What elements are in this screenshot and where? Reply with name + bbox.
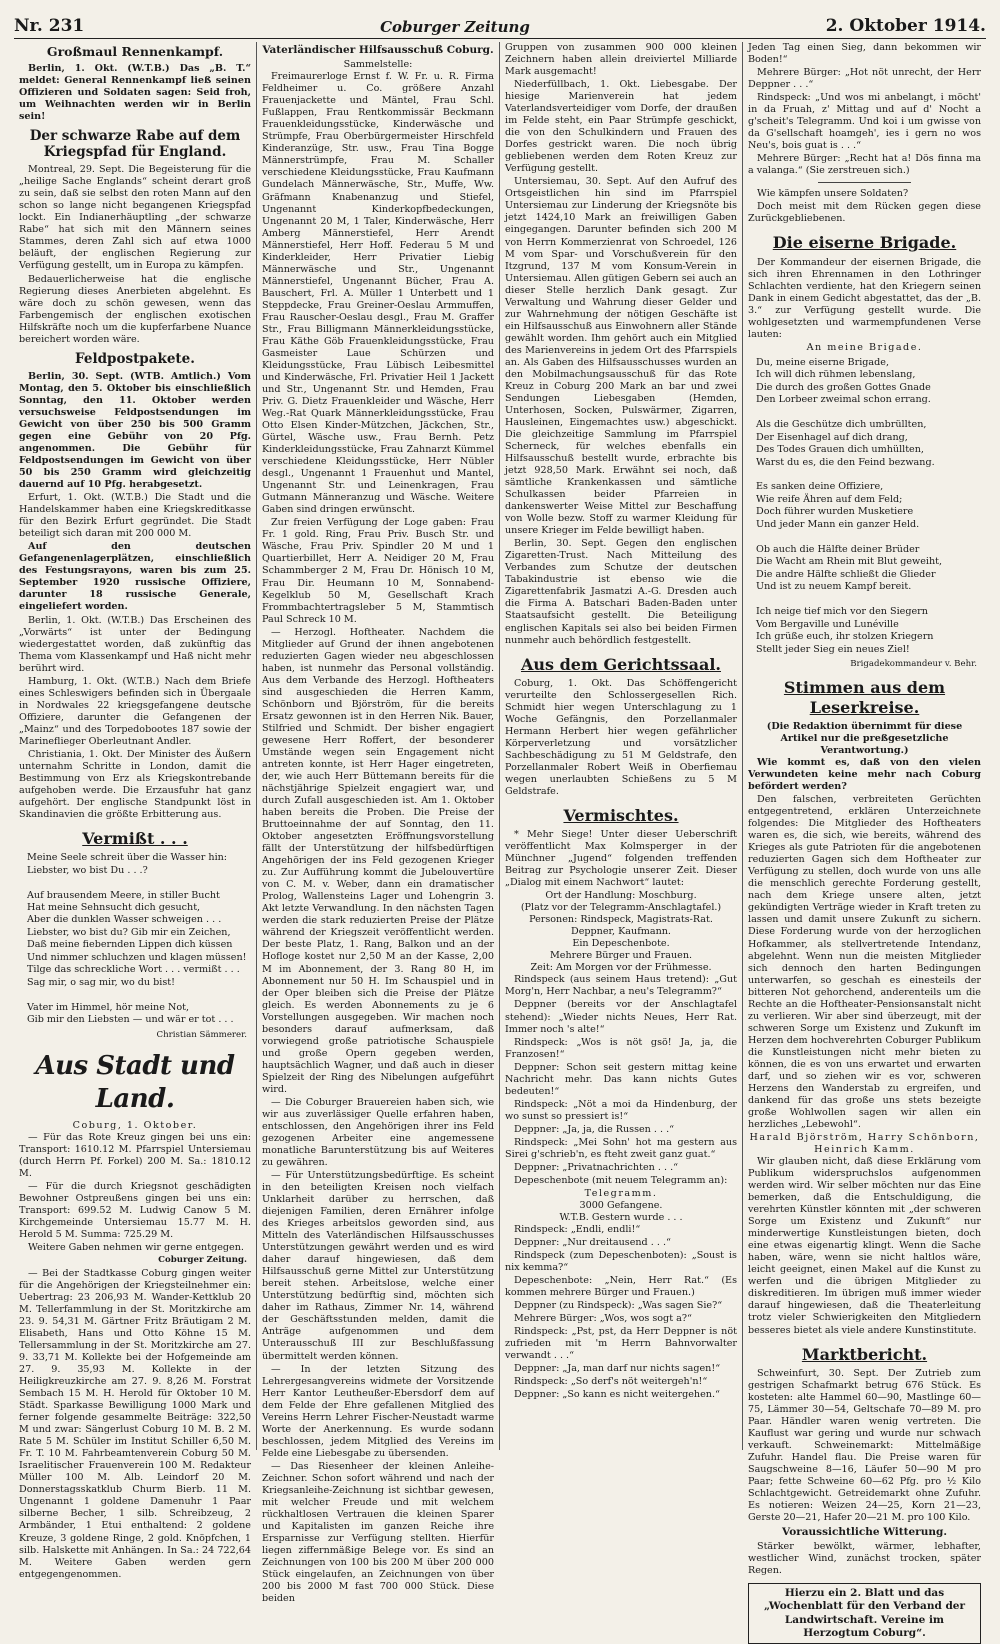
poem-line: Die durch des großen Gottes Gnade bbox=[756, 381, 931, 393]
poem-vermisst bbox=[27, 852, 251, 1027]
poem-line: Den Lorbeer zweimal schon errang. bbox=[756, 394, 931, 406]
poem-brigade bbox=[756, 357, 981, 656]
dialog-line: Rindspeck (aus seinem Haus tretend): „Gut Morg'n, Herr Nachbar, a neu's Telegramm?“ bbox=[505, 974, 737, 998]
epilogue-answer: Doch meist mit dem Rücken gegen diese Zurückgebliebenen. bbox=[748, 201, 981, 225]
poem-line bbox=[27, 989, 251, 1001]
poem-line bbox=[756, 407, 981, 419]
poem-line: Liebster, wo bist Du . . .? bbox=[27, 864, 148, 876]
article-niederfuellbach: Niederfüllbach, 1. Okt. Liebesgabe. Der hiesige Marienverein hat jedem Vaterlandsverteidiger vom Dorfe, der draußen im Felde steht, ein Paar Strümpfe geschickt, die von den Schulkindern und Frauen des Dorfes gestrickt waren. Die noch übrig gebliebenen werden dem Roten Kreuz zur Verfügung gestellt. bbox=[505, 79, 737, 175]
reader-question: Wie kommt es, daß von den vielen Verwundeten keine mehr nach Coburg befördert werden? bbox=[748, 757, 981, 793]
article-gefangen: Auf den deutschen Gefangenenlagerplätzen, einschließlich des Festungsrayons, waren bis zum 25. September 1920 russische Offiziere, darunter 18 russische Generale, eingeliefert worden. bbox=[19, 541, 251, 613]
poem-line bbox=[756, 594, 981, 606]
reader-letter: Den falschen, verbreiteten Gerüchten entgegentretend, erklären Unterzeichnete folgendes: Die Mitglieder des Hoftheaters waren es, die sich, wie bereits, während des Krieges als gute Patrioten für die angebotenen reduzierten Gagen sich dem Hoftheater zur Verfügung zu stellen, doch wurde von uns alle die menschlich gerechte Forderung gestellt, nach dem Kriege unsere alten, jetzt gekündigten Verträge wieder in Kraft treten zu lassen und damit unsere Zukunft zu sichern. Diese Forderung wurde von der herzoglichen Hofkammer, als stellvertretende Intendanz, abgelehnt. Wenn nun die meisten Mitglieder sich dennoch den harten Bedingungen unterwarfen, so geschah es einesteils der bitteren Not gehorchend, anderenteils um die Rechte an die Hoftheater-Pensionsanstalt nicht zu verlieren. Wir aber sind überzeugt, mit der schweren Sorge um Existenz und Zukunft im Herzen dem hochverehrten Coburger Publikum die Kunstleistungen nicht mehr bieten zu können, die es von uns erwartet und erwarten darf, und so ziehen wir es vor, schweren Herzens den Wanderstab zu ergreifen, und dankend für das große uns stets bezeigte große Wohlwollen sagen wir allen ein herzliches „Lebewohl“. bbox=[748, 794, 981, 1130]
poem-line: Doch führer wurden Musketiere bbox=[756, 506, 914, 518]
headline-hilfsausschuss: Vaterländischer Hilfsausschuß Coburg. bbox=[262, 44, 494, 56]
column-2 bbox=[257, 42, 500, 1605]
article-unterstuetzung: — Für Unterstützungsbedürftige. Es scheint in den beteiligten Kreisen noch vielfach Unklarheit darüber zu herrschen, daß diejenigen Familien, deren Ernährer infolge des Krieges arbeitslos geworden sind, aus Mitteln des Vaterländischen Hilfsausschusses Unterstützungen gewährt werden und es wird daher darauf hingewiesen, daß dem Hilfsausschuß gerne Mittel zur Unterstützung bereit stehen. Arbeitslose, welche einer Unterstützung bedürftig sind, möchten sich daher im Rathaus, Zimmer Nr. 14, während der Geschäftsstunden melden, damit die Anträge aufgenommen und dem Unterausschuß III zur Beschlußfassung übermittelt werden können. bbox=[262, 1170, 494, 1362]
editorial-reply: Wir glauben nicht, daß diese Erklärung vom Publikum widerspruchslos aufgenommen werden wird. Wir selber möchten nur das Eine bemerken, daß die Entschuldigung, die verehrten Künstler könnten mit „der schweren Sorge um Existenz und Zukunft“ nur minderwertige Kunstleistungen bieten, doch eine etwas eigenartig klingt. Wenn die Sache haben, wäre, wenn sie nicht haltlos wäre, leicht geeignet, einen Makel auf die Kunst zu werfen und die übrigen Mitglieder zu diskreditieren. Im übrigen muß immer wieder darauf hingewiesen, daß die Theaterleitung trotz vieler Schwierigkeiten den Mitgliedern besseres bietet als viele andere Kunstinstitute. bbox=[748, 1156, 981, 1336]
poem-line: Ich neige tief mich vor den Siegern bbox=[756, 606, 928, 618]
poem-line: Des Todes Grauen dich umhüllten, bbox=[756, 444, 924, 456]
article-lehrerverein: — In der letzten Sitzung des Lehrergesangvereins widmete der Vorsitzende Herr Kantor Leutheußer-Ebersdorf dem auf dem Felde der Ehre gefallenen Mitglied des Vereins Herrn Lehrer Fischer-Neustadt warme Worte der Anerkennung. Es wurde sodann beschlossen, jedem Mitglied des Vereins im Felde eine Liebesgabe zu übersenden. bbox=[262, 1363, 494, 1459]
poem-line: Du, meine eiserne Brigade, bbox=[756, 356, 889, 368]
dialog-line: Deppner: Schon seit gestern mittag keine Nachricht mehr. Das kann nichts Gutes bedeuten!“ bbox=[505, 1061, 737, 1097]
poem-line: Gib mir den Liebsten — und wär er tot . . . bbox=[27, 1014, 234, 1026]
telegramm-body: 3000 Gefangene. bbox=[579, 1199, 663, 1211]
column-3 bbox=[500, 42, 743, 1450]
article-rabe-1: Montreal, 29. Sept. Die Begeisterung für die „heilige Sache Englands“ scheint derart groß zu sein, daß sie selbst den roten Mann auf den schon so lange nicht begangenen Kriegspfad lockt. Ein Indianerhäuptling „der schwarze Rabe“ hat sich mit den Männern seines Stammes, deren Zahl sich auf etwa 1000 beläuft, der englischen Regierung zur Verfügung gestellt, um in Europa zu kämpfen. bbox=[19, 164, 251, 272]
dialog-line: Mehrere Bürger: „Recht hat a! Dös finna ma a valanga.“ (Sie zerstreuen sich.) bbox=[748, 153, 981, 177]
dialog-line: Deppner: „Privatnachrichten . . .“ bbox=[514, 1161, 679, 1173]
dialog-line: Rindspeck: „Pst, pst, da Herr Deppner is nöt zufrieden mit 'm Herrn Bahnvorwalter verwandt . . .“ bbox=[505, 1326, 737, 1362]
poem-line: Ich grüße euch, ihr stolzen Kriegern bbox=[756, 631, 934, 643]
dialog-line: Rindspeck: „Nöt a moi da Hindenburg, der wo sunst so pressiert is!“ bbox=[505, 1098, 737, 1122]
dialog-line: Mehrere Bürger: „Wos, wos sogt a?“ bbox=[514, 1313, 692, 1325]
headline-vermisst: Vermißt . . . bbox=[82, 829, 188, 849]
headline-eiserne-brigade: Die eiserne Brigade. bbox=[772, 233, 957, 253]
scene-line: Ort der Handlung: Moschburg. bbox=[545, 890, 697, 902]
subheadline-sammelstelle: Sammelstelle: bbox=[343, 59, 413, 71]
poem-title: An meine Brigade. bbox=[806, 341, 923, 353]
dialog-line: Rindspeck: „Wos is nöt gsö! Ja, ja, die Franzosen!“ bbox=[505, 1036, 737, 1060]
poem-line: Hat meine Sehnsucht dich gesucht, bbox=[27, 901, 201, 913]
dialog-line: Rindspeck: „So derf's nöt weitergeh'n!“ bbox=[514, 1376, 708, 1388]
headline-stadt-land: Aus Stadt und Land. bbox=[35, 1051, 235, 1115]
poem-line: Tilge das schreckliche Wort . . . vermißt . . . bbox=[27, 964, 240, 976]
poem-line: Und jeder Mann ein ganzer Held. bbox=[756, 518, 920, 530]
poem-line: Daß meine fiebernden Lippen dich küssen bbox=[27, 939, 233, 951]
scene-line: Mehrere Bürger und Frauen. bbox=[549, 950, 693, 962]
article-zigaretten: Berlin, 30. Sept. Gegen den englischen Zigaretten-Trust. Nach Mitteilung des Verbandes zum Schutze der deutschen Tabakindustrie ist ebenso wie die Zigarettenfabrik Jasmatzi A.-G. Dresden auch die Firma A. Batschari Baden-Baden unter Staatsaufsicht gestellt. Die Beteiligung englischen Kapitals sei also bei beiden Firmen nunmehr auch behördlich festgestellt. bbox=[505, 538, 737, 646]
poem-line: Der Eisenhagel auf dich drang, bbox=[756, 431, 908, 443]
article-untersiemau: Untersiemau, 30. Sept. Auf den Aufruf des Ortsgeistlichen hin sind im Pfarrspiel Untersiemau zur Linderung der Kriegsnöte bis jetzt 1424,10 Mark an freiwilligen Gaben eingegangen. Darunter befinden sich 200 M von Herrn Kommerzienrat von Schroedel, 126 M vom Spar- und Vorschußverein für den Itzgrund, 137 M vom Konsum-Verein in Untersiemau. Allen gütigen Gebern sei auch an dieser Stelle herzlich Dank gesagt. Zur Verwaltung und Wahrung dieser Gelder und zur Wahrnehmung der nötigen Geschäfte ist ein Hilfsausschuß aus Einwohnern aller Stände gewählt worden. Ihm gehört auch ein Mitglied des Marienvereins in jedem Ort des Pfarrspiels an. Als Gaben des Hilfsausschusses wurden an den Mobilmachungsausschuß für das Rote Kreuz in Coburg 200 Mark an bar und zwei Sendungen Liebesgaben (Hemden, Unterhosen, Socken, Pulswärmer, Zigarren, Hausleinen, Eingemachtes usw.) abgeschickt. Die gleichzeitige Sammlung im Pfarrspiel Scherneck, für welches ebenfalls ein Hilfsausschuß bestellt wurde, erbrachte bis jetzt 928,50 Mark. Erwähnt sei noch, daß sämtliche Krankenkassen und sämtliche Schulkassen beider Pfarreien in dankenswerter Weise Mittel zur Beschaffung von Wolle bezw. Stoff zu warmer Kleidung für unsere Krieger im Felde bewilligt haben. bbox=[505, 176, 737, 537]
poem-line: Sag mir, o sag mir, wo du bist! bbox=[27, 976, 175, 988]
article-rabe-2: Bedauerlicherweise hat die englische Regierung dieses Anerbieten abgelehnt. Es wäre doch zu schön gewesen, wenn das Farbengemisch der englischen exotischen Hilfskräfte noch um die kupferfarbene Nuance bereichert worden wäre. bbox=[19, 273, 251, 345]
poem-line: Ich will dich rühmen lebenslang, bbox=[756, 369, 916, 381]
poem-line: Auf brausendem Meere, in stiller Bucht bbox=[27, 889, 220, 901]
dialog-line: Depeschenbote (mit neuem Telegramm an): bbox=[514, 1174, 728, 1186]
dialog-line: Rindspeck (zum Depeschenboten): „Soust is nix kemma?“ bbox=[505, 1250, 737, 1274]
headline-rennenkampf: Großmaul Rennenkampf. bbox=[46, 44, 224, 59]
poem-line: Vom Bergaville und Lunéville bbox=[756, 618, 899, 630]
article-ostpreussen: — Für die durch Kriegsnot geschädigten Bewohner Ostpreußens gingen bei uns ein: Transport: 699.52 M. Ludwig Canow 5 M. Kirchgemeinde Untersiemau 15.77 M. H. Herold 5 M. Summa: 725.29 M. bbox=[19, 1180, 251, 1240]
dialog-line: Deppner (bereits vor der Anschlagtafel stehend): „Wieder nichts Neues, Herr Rat. Immer noch 's alte!“ bbox=[505, 999, 737, 1035]
article-brigade: Der Kommandeur der eisernen Brigade, die sich ihren Ehrennamen in den Lothringer Schlachten verdiente, hat den Kriegern seinen Dank in einem Gedicht abgestattet, das der „B. 3.“ zur Verfügung gestellt wurde. Die wohlgesetzten und warmempfundenen Verse lauten: bbox=[748, 256, 981, 340]
separator bbox=[818, 182, 911, 183]
article-gruppen: Gruppen von zusammen 900 000 kleinen Zeichnern haben allein dreiviertel Milliarde Mark ausgemacht! bbox=[505, 42, 737, 78]
dialog-line: Deppner (zu Rindspeck): „Was sagen Sie?“ bbox=[514, 1300, 723, 1312]
poem-line: Vater im Himmel, hör meine Not, bbox=[27, 1001, 190, 1013]
poem-signature: Brigadekommandeur v. Behr. bbox=[850, 659, 977, 670]
scene-line: Zeit: Am Morgen vor der Frühmesse. bbox=[530, 962, 712, 974]
headline-rabe: Der schwarze Rabe auf dem Kriegspfad für England. bbox=[29, 127, 241, 161]
poem-line bbox=[756, 531, 981, 543]
column-4 bbox=[743, 42, 986, 1639]
dialog-line: Depeschenbote: „Nein, Herr Rat.“ (Es kommen mehrere Bürger und Frauen.) bbox=[505, 1275, 737, 1299]
article-loge-2: Zur freien Verfügung der Loge gaben: Frau Fr. 1 gold. Ring, Frau Priv. Busch Str. und Wäsche, Frau Priv. Spindler 20 M und 1 Quartierbillet, Herr A. Neidiger 20 M, Frau Schammberger 2 M, Frau Dr. Hönisch 10 M, Frau Dir. Heumann 10 M, Sonnabend-Kegelklub 50 M, Gesellschaft Krach Frommbachtertragsleber 5 M, Stammtisch Paul Schreck 10 M. bbox=[262, 517, 494, 625]
headline-gerichtssaal: Aus dem Gerichtssaal. bbox=[520, 654, 721, 674]
column-1 bbox=[14, 42, 257, 1580]
article-hamburg: Hamburg, 1. Okt. (W.T.B.) Nach dem Briefe eines Schleswigers befinden sich in Übergaale in Nordwales 22 kriegsgefangene deutsche Offiziere, darunter die Gefangenen der „Mainz“ und des Torpedobootes 187 sowie der Marineflieger Oberleutnant Andler. bbox=[19, 675, 251, 747]
article-mehr-siege: * Mehr Siege! Unter dieser Ueberschrift veröffentlicht Max Kolmsperger in der Münchner „Jugend“ folgenden treffenden Beitrag zur Psychologie unserer Zeit. Dieser „Dialog mit einem Nachwort“ lautet: bbox=[505, 829, 737, 889]
poem-line bbox=[27, 877, 251, 889]
article-christiania: Christiania, 1. Okt. Der Minister des Äußern unternahm Schritte in London, damit die Bestimmung von Erz als Kriegskontrebande aufgehoben werde. Die Erzausfuhr hat ganz aufgehört. Der englische Standpunkt löst in Skandinavien die größte Erbitterung aus. bbox=[19, 748, 251, 820]
poem-line: Warst du es, die den Feind bezwang. bbox=[756, 456, 935, 468]
article-gericht: Coburg, 1. Okt. Das Schöffengericht verurteilte den Schlossergesellen Rich. Schmidt hier wegen Unterschlagung zu 1 Woche Gefängnis, den Porzellanmaler Hermann Herbert hier wegen gefährlicher Körperverletzung und vorsätzlicher Sachbeschädigung zu 51 M Geldstrafe, den Porzellanmaler Robert Weiß in Oberfiemau wegen unerlaubten Schießens zu 5 M Geldstrafe. bbox=[505, 677, 737, 797]
weather-forecast: Stärker bewölkt, wärmer, lebhafter, westlicher Wind, zunächst trocken, später Regen. bbox=[748, 1541, 981, 1577]
article-riesenheer: — Das Riesenheer der kleinen Anleihe-Zeichner. Schon sofort während und nach der Kriegsanleihe-Zeichnung ist sichtbar gewesen, mit welcher Freude und mit welchem rückhaltlosen Vertrauen die kleinen Sparer und Kapitalisten im ganzen Reiche ihre Ersparnisse zur Verfügung stellten. Hierfür liegen ziffernmäßige Belege vor. Es sind an Zeichnungen von 100 bis 200 M über 200 000 Stück eingelaufen, an Zeichnungen von über 200 bis 2000 M fast 700 000 Stück. Diese beiden bbox=[262, 1460, 494, 1605]
dialog-line: Mehrere Bürger: „Hot nöt unrecht, der Herr Deppner . . .“ bbox=[748, 67, 981, 91]
newspaper-title: Coburger Zeitung bbox=[380, 18, 530, 36]
article-marktbericht: Schweinfurt, 30. Sept. Der Zutrieb zum gestrigen Schafmarkt betrug 676 Stück. Es kosteten: alte Hammel 60—90, Mastlinge 60—75, Lämmer 30—54, Geltschafe 70—89 M. pro Paar. Händler waren wenig vertreten. Die Kauflust war gering und wurde nur schwach verkauft. Schweinemarkt: Mittelmäßige Zufuhr. Handel flau. Die Preise waren für Saugschweine 8—16, Läufer 50—90 M pro Paar; fette Schweine 60—62 Pfg. pro ½ Kilo Schlachtgewicht. Getreidemarkt ohne Zufuhr. Es notieren: Weizen 24—25, Korn 21—23, Gerste 20—21, Hafer 20—21 M. pro 100 Kilo. bbox=[748, 1367, 981, 1523]
telegramm-source: W.T.B. Gestern wurde . . . bbox=[559, 1212, 683, 1223]
poem-line: Aber die dunklen Wasser schweigen . . . bbox=[27, 914, 222, 926]
article-rotes-kreuz: — Für das Rote Kreuz gingen bei uns ein: Transport: 1610.12 M. Pfarrspiel Untersiemau (durch Herrn Pf. Forkel) 200 M. Sa.: 1810.12 M. bbox=[19, 1131, 251, 1179]
poem-line: Ob auch die Hälfte deiner Brüder bbox=[756, 543, 920, 555]
article-brauereien: — Die Coburger Brauereien haben sich, wie wir aus zuverlässiger Quelle erfahren haben, entschlossen, den Angehörigen ihrer ins Feld gezogenen Arbeiter eine angemessene monatliche Barunterstützung bis auf Weiteres zu gewähren. bbox=[262, 1096, 494, 1169]
headline-vermischtes: Vermischtes. bbox=[563, 805, 679, 825]
article-hoftheater: — Herzogl. Hoftheater. Nachdem die Mitglieder auf Grund der ihnen angebotenen reduzierten Gagen wieder neu abgeschlossen haben, ist nunmehr das Personal vollständig. Aus dem Verbande des Herzogl. Hoftheaters sind ausgeschieden die Herren Kamm, Schönborn und Björström, für die bereits Ersatz gewonnen ist in den Herren Nik. Bauer, Stilfried und Schmidt. Der bisher engagiert gewesene Herr Roffert, der besonderer Umstände wegen sein Engagement nicht antreten konnte, ist Herr Hager eingetreten, der, wie auch Herr Büttemann bereits für die nächstjährige Spielzeit engagiert war, und durch Zufall ausgeschieden ist. Am 1. Oktober haben bereits die Proben. Die Preise der Bruttoeinnahme der auf Sonntag, den 11. Oktober angesetzten Eröffnungsvorstellung fällt der Unterstützung der hilfsbedürftigen Angehörigen der ins Feld gezogenen Krieger zu. Zur Aufführung kommt die Jubelouvertüre von C. M. v. Weber, dann ein dramatischer Prolog, Wallensteins Lager und Lohengrin 3. Akt letzte Verwandlung. In den nächsten Tagen werden die stark reduzierten Preise der Plätze während der Kriegszeit veröffentlicht werden. Der beste Platz, 1. Rang, Balkon und an der Hofloge kostet nur 2,50 M an der Kasse, 2,00 M im Abonnement, der 3. Rang 80 H, im Abonnement nur 50 H. Im Schauspiel und in der Oper bleiben sich die Preise der Plätze gleich. Es werden Abonnements zu je 6 Vorstellungen ausgegeben. Wir machen noch besonders darauf aufmerksam, daß vorwiegend große patriotische Schauspiele und große Opern gegeben werden, hauptsächlich Wagner, und daß auch in dieser Spielzeit der Ring des Nibelungen aufgeführt wird. bbox=[262, 626, 494, 1095]
supplement-notice: Hierzu ein 2. Blatt und das „Wochenblatt für den Verband der Landwirtschaft. Vereine im Herzogtum Coburg“. bbox=[748, 1583, 981, 1644]
scene-description bbox=[505, 890, 737, 974]
poem-line: Stellt jeder Sieg ein neues Ziel! bbox=[756, 643, 910, 655]
article-vorwaerts: Berlin, 1. Okt. (W.T.B.) Das Erscheinen des „Vorwärts“ ist unter der Bedingung wiedergestattet worden, daß zukünftig das Thema vom Klassenkampf und Haß nicht mehr berührt wird. bbox=[19, 614, 251, 674]
poem-line: Meine Seele schreit über die Wasser hin: bbox=[27, 852, 228, 864]
scene-line: Deppner, Kaufmann. bbox=[571, 926, 671, 938]
poem-line: Liebster, wo bist du? Gib mir ein Zeichen, bbox=[27, 926, 231, 938]
poem-line: Als die Geschütze dich umbrüllten, bbox=[756, 419, 927, 431]
issue-date: 2. Oktober 1914. bbox=[825, 16, 986, 36]
scene-line: Personen: Rindspeck, Magistrats-Rat. bbox=[529, 914, 713, 926]
poem-line: Die Wacht am Rhein mit Blut geweiht, bbox=[756, 556, 943, 568]
dialog-line: Deppner: „Nur dreitausend . . .“ bbox=[514, 1237, 671, 1249]
dialog-line: Rindspeck: „Und wos mi anbelangt, i möcht' in da Fruah, z' Mittag und auf d' Nocht a g'scheit's Telegramm. Und koi i um gwisse von da G'sellschaft hoamgeh', ies i gern no wos Neu's, bois guat is . . .“ bbox=[748, 92, 981, 152]
article-signature: Coburger Zeitung. bbox=[158, 1255, 247, 1266]
poem-signature: Christian Sämmerer. bbox=[156, 1029, 247, 1040]
reader-letter-signature: Harald Björström, Harry Schönborn, Heinrich Kamm. bbox=[749, 1132, 980, 1156]
issue-number: Nr. 231 bbox=[14, 16, 85, 36]
article-erfurt: Erfurt, 1. Okt. (W.T.B.) Die Stadt und die Handelskammer haben eine Kriegskreditkasse für den Bezirk Erfurt gegründet. Die Stadt beteiligt sich daran mit 200 000 M. bbox=[19, 492, 251, 540]
masthead bbox=[14, 14, 986, 36]
article-weitere-gaben: Weitere Gaben nehmen wir gerne entgegen. bbox=[28, 1242, 244, 1254]
subheadline-leserkreise: (Die Redaktion übernimmt für diese Artikel nur die preßgesetzliche Verantwortung.) bbox=[766, 720, 963, 757]
headline-leserkreise: Stimmen aus dem Leserkreise. bbox=[783, 677, 946, 717]
article-stadtkasse: — Bei der Stadtkasse Coburg gingen weiter für die Angehörigen der Kriegsteilnehmer ein: Uebertrag: 23 206,93 M. Wander-Kettklub 20 M. Tellerfammlung in der St. Moritzkirche am 23. 9. 54,31 M. Gärtner Fritz Bräutigam 2 M. Elisabeth, Hans und Otto Köhne 15 M. Tellersammlung in der St. Moritzkirche am 27. 9. 33,71 M. Kollekte bei der Hofgemeinde am 27. 9. 35,93 M. Kollekte in der Heiligkreuzkirche am 27. 9. 8,26 M. Forstrat Sembach 15 M. H. Herold für Oktober 10 M. Städt. Sparkasse Bewilligung 1000 Mark und ferner folgende gesammelte Beiträge: 322,50 M und zwar: Sängerlust Coburg 10 M. B. 2 M. Rate 5 M. Schüler im Institut Schiller 6,50 M. Fr. T. 10 M. Fahrbeamtenverein Coburg 50 M. Israelitischer Frauenverein 100 M. Redakteur Müller 100 M. Alb. Leindorf 20 M. Donnerstagsskatklub Churm Bierb. 11 M. Ungenannt 1 goldene Damenuhr 1 Paar silberne Becher, 1 silb. Schreibzeug, 2 Armbänder, 1 Etui enthaltend: 2 goldene Kreuze, 3 goldene Ringe, 2 gold. Knöpfchen, 1 silb. Halskette mit Anhängen. In Sa.: 24 722,64 M. Weitere Gaben werden gern entgegengenommen. bbox=[19, 1267, 251, 1580]
scene-line: Ein Depeschenbote. bbox=[572, 938, 670, 950]
article-loge: Freimaurerloge Ernst f. W. Fr. u. R. Firma Feldheimer u. Co. größere Anzahl Frauenjackette und Mäntel, Frau Schl. Fußlappen, Frau Rentkommissär Beckmann Frauenkleidungsstücke, Kinderwäsche und Strümpfe, Frau Oberbürgermeister Hirschfeld Kinderanzüge, Str. usw., Frau Tina Bogge Männerstrümpfe, Frau M. Schaller verschiedene Kleidungsstücke, Frau Kaufmann Gundelach Männerwäsche, Str., Muffe, Ww. Gräfmann Knabenanzug und Stiefel, Ungenannt Kinderkopfbedeckungen, Ungenannt 20 M, 1 Taler, Kinderwäsche, Herr Amberg Männerstiefel, Herr Arendt Männerstiefel, Herr Hoff. Federau 5 M und Kinderkleider, Herr Privatier Liebig Männerwäsche und Str., Ungenannt Männerstiefel, Ungenannt Bücher, Frau A. Bauschert, Frl. A. Müller 1 Unterbett und 1 Steppdecke, Frau Greiner-Oeslau Armmuffen, Frau Rauscher-Oeslau desgl., Frau M. Graffer Str., Frau Billigmann Männerkleidungsstücke, Frau Käthe Göb Frauenkleidungsstücke, Frau Gasmeister Laue Schürzen und Kleidungsstücke, Frau Lübisch Leibesmittel und Kinderwäsche, Frl. Privatier Heil 1 Jackett und Str., Ungenannt Str. und Hemden, Frau Priv. G. Dietz Frauenkleider und Wäsche, Herr Weg.-Rat Quark Männerkleidungsstücke, Frau Otto Elsen Kinder-Mützchen, Jäckchen, Str., Gürtel, Wäsche usw., Frau Bernh. Petz Kinderkleidungsstücke, Frau Zahnarzt Kümmel verschiedene Kleidungsstücke, Herr Nübler desgl., Ungenannt 1 Frauenhut und Mantel, Ungenannt Str. und Leinenkragen, Frau Gutmann Männeranzug und Wäsche. Weitere Gaben sind dringen erwünscht. bbox=[262, 71, 494, 516]
poem-line bbox=[756, 469, 981, 481]
dialog-line: Jeden Tag einen Sieg, dann bekommen wir Boden!“ bbox=[748, 42, 981, 66]
article-rennenkampf: Berlin, 1. Okt. (W.T.B.) Das „B. T.“ meldet: General Rennenkampf ließ seinen Offizieren und Soldaten sagen: Seid froh, um Weihnachten werden wir in Berlin sein! bbox=[19, 62, 251, 122]
masthead-rule bbox=[14, 38, 986, 39]
scene-line: (Platz vor der Telegramm-Anschlagtafel.) bbox=[520, 902, 722, 914]
telegramm-title: Telegramm. bbox=[584, 1187, 658, 1199]
poem-line: Und ist zu neuem Kampf bereit. bbox=[756, 581, 912, 593]
epilogue-question: Wie kämpfen unsere Soldaten? bbox=[757, 188, 909, 200]
dialog-line: Rindspeck: „Endli, endli!“ bbox=[514, 1224, 641, 1236]
newspaper-columns bbox=[14, 42, 986, 1639]
dateline-coburg: Coburg, 1. Oktober. bbox=[72, 1119, 198, 1131]
headline-marktbericht: Marktbericht. bbox=[801, 1344, 928, 1364]
poem-line: Es sanken deine Offiziere, bbox=[756, 481, 884, 493]
poem-line: Und nimmer schluchzen und klagen müssen! bbox=[27, 951, 247, 963]
dialog-line: Deppner: „So kann es nicht weitergehen.“ bbox=[514, 1389, 720, 1401]
dialog-line: Deppner: „Ja, ja, die Russen . . .“ bbox=[514, 1123, 675, 1135]
headline-feldpost: Feldpostpakete. bbox=[75, 350, 195, 367]
dialog-line: Deppner: „Ja, man darf nur nichts sagen!“ bbox=[514, 1363, 721, 1375]
article-feldpost: Berlin, 30. Sept. (WTB. Amtlich.) Vom Montag, den 5. Oktober bis einschließlich Sonntag, den 11. Oktober werden versuchsweise Feldpostsendungen im Gewicht von über 250 bis 500 Gramm gegen eine Gebühr von 20 Pfg. angenommen. Die Gebühr für Feldpostsendungen im Gewicht von über 50 bis 250 Gramm wird gleichzeitig dauernd auf 10 Pfg. herabgesetzt. bbox=[19, 370, 251, 491]
poem-line: Die andre Hälfte schließt die Glieder bbox=[756, 568, 936, 580]
poem-line: Wie reife Ähren auf dem Feld; bbox=[756, 493, 903, 505]
dialog-line: Rindspeck: „Mei Sohn' hot ma gestern aus Sirei g'schrieb'n, es fteht zweit ganz guat.“ bbox=[505, 1136, 737, 1160]
headline-witterung: Voraussichtliche Witterung. bbox=[782, 1526, 947, 1539]
